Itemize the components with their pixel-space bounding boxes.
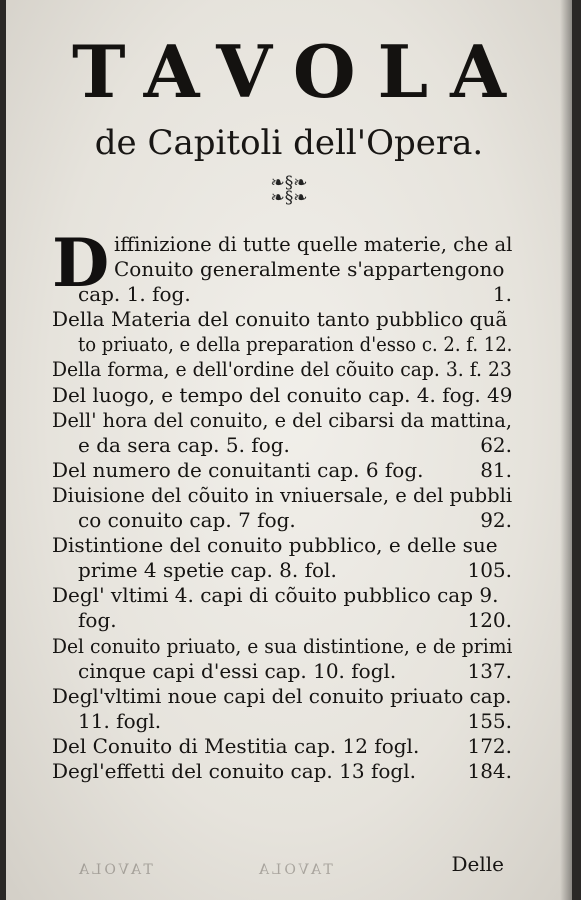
toc-entry-text: Della Materia del conuito tanto pubblico quã: [52, 307, 508, 332]
bleed-through-text: TAVOLA: [76, 862, 153, 878]
table-of-contents: [52, 224, 513, 784]
fleuron-bottom: ❧§❧: [270, 188, 308, 208]
toc-page-number: 120.: [467, 608, 512, 633]
fleuron-ornament: [6, 173, 572, 208]
toc-page-number: 81.: [480, 457, 512, 482]
toc-entry-text: Dell' hora del conuito, e del cibarsi da mattina,: [52, 407, 512, 432]
toc-line: [52, 232, 512, 257]
toc-line: [52, 433, 512, 458]
toc-entry-text: 11. fogl.: [78, 708, 162, 733]
toc-entry-text: e da sera cap. 5. fog.: [78, 432, 290, 457]
book-page: [6, 0, 572, 900]
toc-entry-text: cinque capi d'essi cap. 10. fogl.: [78, 658, 397, 683]
toc-entry-text: Degl'vltimi noue capi del conuito priuato cap.: [52, 683, 512, 708]
toc-page-number: 1.: [492, 282, 512, 307]
toc-entry-text: Del Conuito di Mestitia cap. 12 fogl.: [52, 733, 420, 758]
toc-line: [52, 408, 512, 433]
toc-line: [52, 759, 512, 784]
toc-line: [52, 458, 512, 483]
toc-line: [52, 307, 512, 332]
toc-entry-text: Diuisione del cõuito in vniuersale, e del pubbli: [52, 482, 513, 507]
toc-entry-text: Del numero de conuitanti cap. 6 fog.: [52, 457, 424, 482]
catchword: Delle: [451, 852, 504, 876]
toc-line: [52, 282, 512, 307]
toc-entry-text: prime 4 spetie cap. 8. fol.: [78, 558, 337, 583]
toc-entry-text: Degl' vltimi 4. capi di cõuito pubblico cap 9.: [52, 583, 499, 608]
toc-page-number: 172.: [467, 733, 512, 758]
fleuron-top: ❧§❧: [270, 173, 308, 193]
toc-entry-text: to priuato, e della preparation d'esso c. 2. f. 12.: [78, 332, 513, 357]
toc-line: [52, 533, 512, 558]
toc-entry-text: iffinizione di tutte quelle materie, che al: [114, 232, 513, 256]
toc-entry-text: Distintione del conuito pubblico, e delle sue: [52, 533, 498, 558]
toc-entry-text: Della forma, e dell'ordine del cõuito cap. 3. f. 23: [52, 357, 512, 382]
toc-line: [52, 608, 512, 633]
toc-line: [52, 659, 512, 684]
toc-page-number: 184.: [467, 758, 512, 783]
toc-line: [52, 634, 512, 659]
toc-line: [52, 684, 512, 709]
toc-line: [52, 483, 512, 508]
toc-line: [52, 332, 512, 357]
toc-line: [52, 734, 512, 759]
toc-entry-text: Del luogo, e tempo del conuito cap. 4. fog. 49: [52, 382, 513, 407]
toc-line: [52, 383, 512, 408]
toc-page-number: 92.: [480, 508, 512, 533]
toc-entry-text: Degl'effetti del conuito cap. 13 fogl.: [52, 758, 416, 783]
page-subtitle: de Capitoli dell'Opera.: [94, 123, 484, 163]
toc-entry-text: Del conuito priuato, e sua distintione, e de primi: [52, 633, 513, 658]
toc-entry-text: co conuito cap. 7 fog.: [78, 508, 296, 533]
drop-capital: D: [52, 224, 110, 302]
toc-page-number: 155.: [467, 708, 512, 733]
bleed-through-text: TAVOLA: [256, 862, 333, 878]
toc-page-number: 62.: [480, 432, 512, 457]
toc-page-number: 105.: [467, 558, 512, 583]
toc-line: [52, 508, 512, 533]
toc-entry-text: Conuito generalmente s'appartengono: [114, 257, 505, 282]
toc-line: [52, 709, 512, 734]
toc-line: [52, 558, 512, 583]
page-title: TAVOLA: [71, 29, 529, 114]
toc-entry-text: cap. 1. fog.: [78, 282, 191, 307]
toc-page-number: 137.: [467, 658, 512, 683]
toc-entry-text: fog.: [78, 608, 117, 633]
toc-line: [52, 583, 512, 608]
toc-line: [52, 357, 512, 382]
toc-line: [52, 257, 512, 282]
